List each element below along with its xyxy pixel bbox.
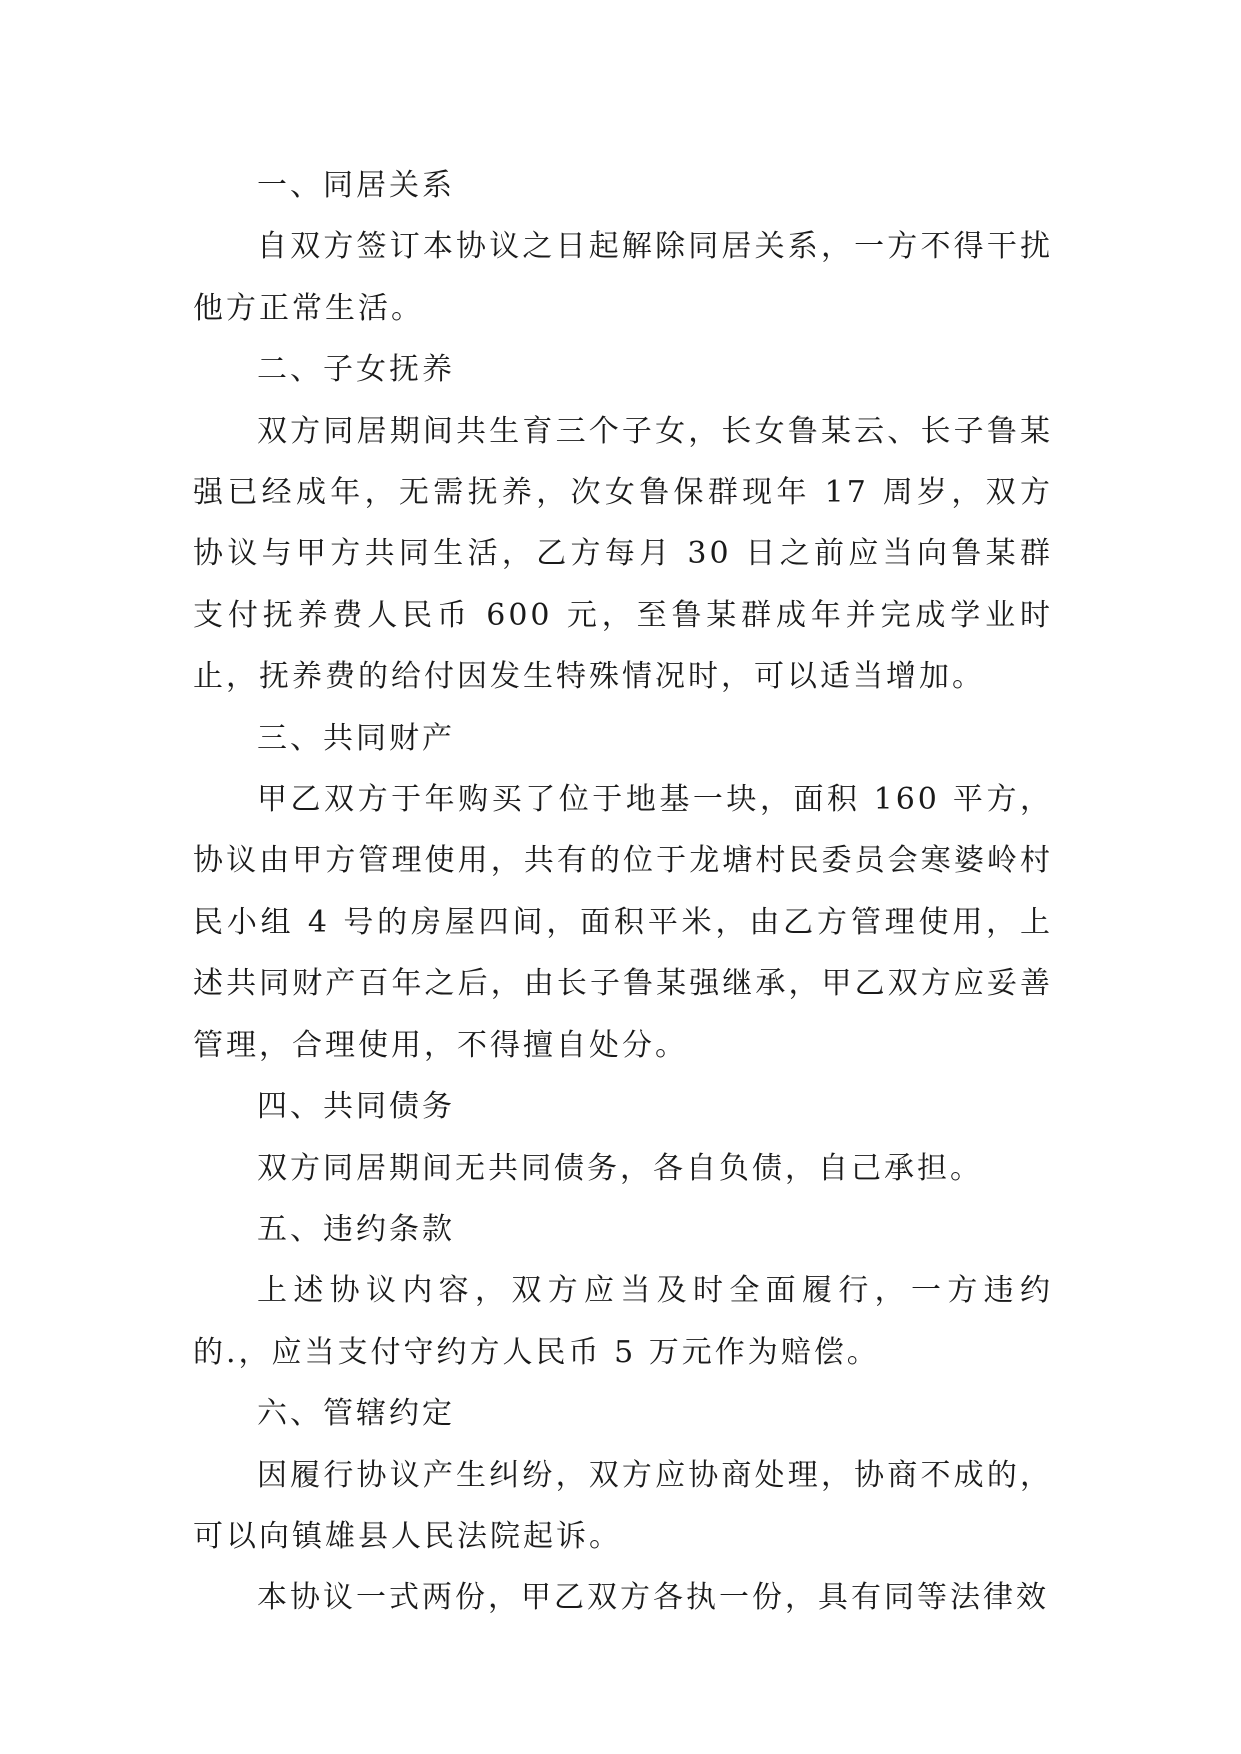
paragraph-child-support: 双方同居期间共生育三个子女，长女鲁某云、长子鲁某强已经成年，无需抚养，次女鲁保群现年 17 周岁，双方协议与甲方共同生活，乙方每月 30 日之前应当向鲁某群支付抚养费人民币 600 元，至鲁某群成年并完成学业时止，抚养费的给付因发生特殊情况时，可以适当增加。 bbox=[193, 413, 1053, 695]
paragraph-joint-debt: 双方同居期间无共同债务，各自负债，自己承担。 bbox=[257, 1150, 983, 1186]
document-page bbox=[193, 155, 1053, 1629]
paragraph-copies: 本协议一式两份，甲乙双方各执一份，具有同等法律效 bbox=[257, 1580, 1049, 1616]
section-heading-child-support: 二、子女抚养 bbox=[257, 352, 455, 388]
paragraph-joint-property: 甲乙双方于年购买了位于地基一块，面积 160 平方，协议由甲方管理使用，共有的位于龙塘村民委员会寒婆岭村民小组 4 号的房屋四间，面积平米，由乙方管理使用，上述共同财产百年之后，由长子鲁某强继承，甲乙双方应妥善管理，合理使用，不得擅自处分。 bbox=[193, 782, 1053, 1063]
section-heading-breach: 五、违约条款 bbox=[257, 1211, 455, 1247]
section-heading-joint-debt: 四、共同债务 bbox=[257, 1089, 455, 1125]
section-heading-jurisdiction: 六、管辖约定 bbox=[257, 1396, 455, 1432]
paragraph-jurisdiction: 因履行协议产生纠纷，双方应协商处理，协商不成的，可以向镇雄县人民法院起诉。 bbox=[193, 1457, 1053, 1554]
section-heading-cohabitation: 一、同居关系 bbox=[257, 168, 455, 203]
section-heading-joint-property: 三、共同财产 bbox=[257, 720, 455, 756]
paragraph-breach: 上述协议内容，双方应当及时全面履行，一方违约的.，应当支付守约方人民币 5 万元作为赔偿。 bbox=[193, 1273, 1053, 1370]
paragraph-cohabitation: 自双方签订本协议之日起解除同居关系，一方不得干扰他方正常生活。 bbox=[193, 229, 1053, 326]
